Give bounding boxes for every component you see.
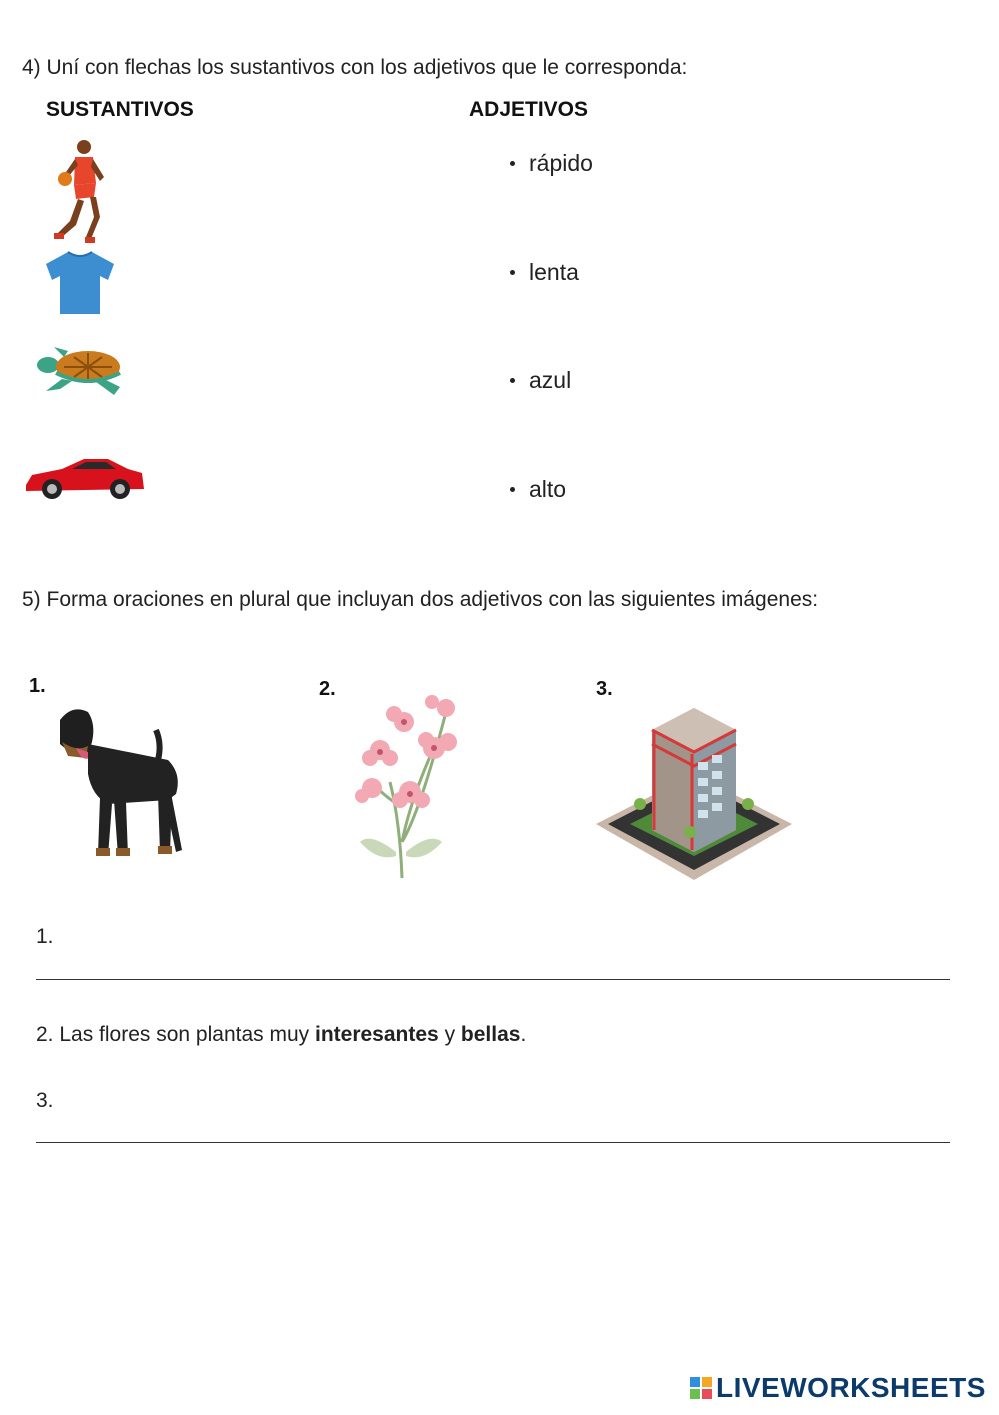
brand-name: LIVEWORKSHEETS (716, 1372, 986, 1403)
answer-1-number: 1. (36, 925, 54, 948)
image-label-2: 2. (319, 678, 336, 700)
dog-image (48, 704, 184, 864)
liveworksheets-logo (690, 1372, 986, 1404)
adjectives-header: ADJETIVOS (469, 98, 589, 121)
nouns-header: SUSTANTIVOS (46, 98, 194, 121)
flower-image (350, 692, 472, 882)
building-image (594, 700, 794, 884)
question-4-title: 4) Uní con flechas los sustantivos con los adjetivos que le corresponda: (22, 56, 688, 79)
adjective-label: azul (529, 367, 572, 393)
answer-2-adjective-2: bellas (460, 1023, 521, 1046)
answer-2-conjunction: y (444, 1023, 456, 1046)
answer-2-sentence (36, 1023, 526, 1047)
adjective-label: rápido (529, 150, 593, 176)
car-icon (24, 455, 146, 501)
adjective-item[interactable] (510, 150, 593, 177)
dog-icon (48, 704, 184, 864)
answer-2-adjective-1: interesantes (315, 1023, 439, 1046)
bullet-icon (510, 161, 515, 166)
answer-1-line[interactable] (36, 979, 950, 980)
car-image[interactable] (24, 455, 146, 501)
adjective-label: lenta (529, 259, 579, 285)
turtle-icon (34, 343, 126, 397)
basketball-player-image[interactable] (48, 137, 110, 245)
bullet-icon (510, 487, 515, 492)
bullet-icon (510, 270, 515, 275)
image-label-3: 3. (596, 678, 613, 700)
bullet-icon (510, 378, 515, 383)
adjective-item[interactable] (510, 476, 566, 503)
basketball-player-icon (48, 137, 110, 245)
building-icon (594, 700, 794, 884)
question-5-title: 5) Forma oraciones en plural que incluyan dos adjetivos con las siguientes imágenes: (22, 588, 819, 611)
answer-2-period: . (520, 1023, 527, 1046)
answer-3-number: 3. (36, 1089, 54, 1112)
shirt-icon (44, 250, 116, 316)
image-label-1: 1. (29, 675, 46, 697)
adjective-item[interactable] (510, 259, 579, 286)
brand-logo-icon (690, 1377, 712, 1399)
answer-2-text: Las flores son plantas muy (59, 1023, 310, 1046)
adjective-item[interactable] (510, 367, 571, 394)
shirt-image[interactable] (44, 250, 116, 316)
answer-2-number: 2. (36, 1023, 54, 1046)
turtle-image[interactable] (34, 343, 126, 397)
adjective-label: alto (529, 476, 567, 502)
flower-icon (350, 692, 472, 882)
answer-3-line[interactable] (36, 1142, 950, 1143)
